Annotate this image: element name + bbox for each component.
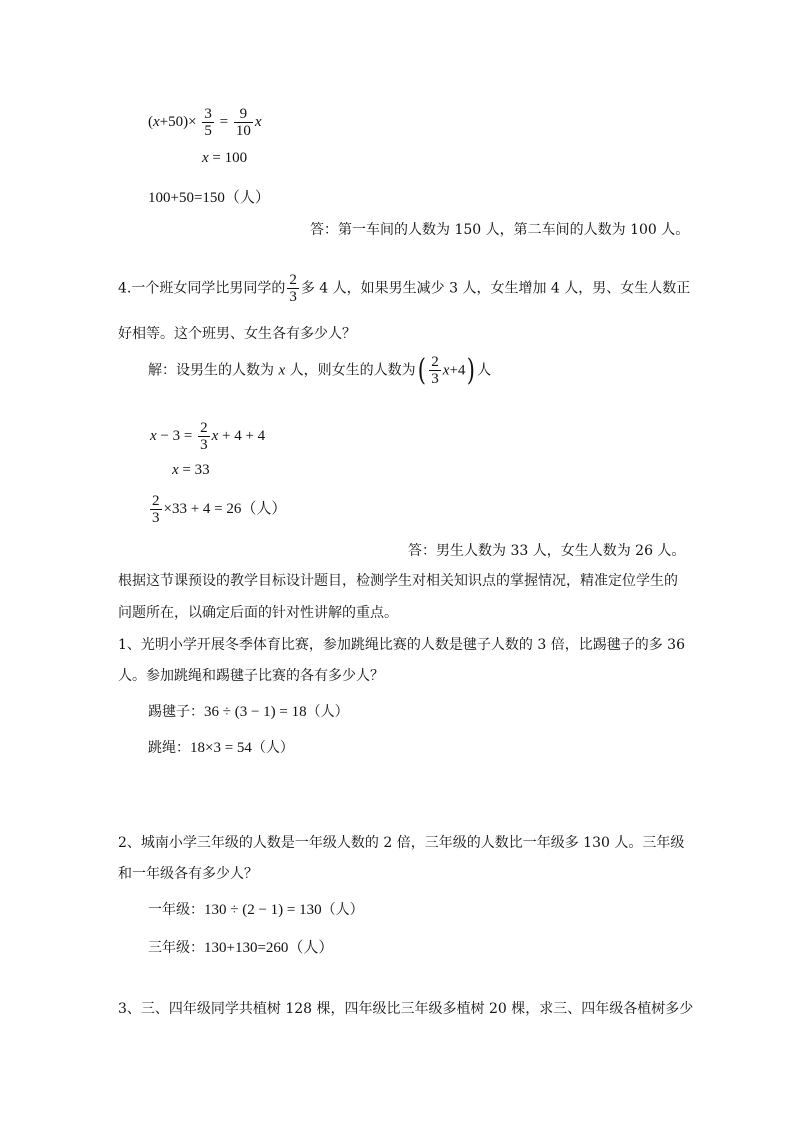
intro-line-1: 根据这节课预设的教学目标设计题目，检测学生对相关知识点的掌握情况，精准定位学生的: [118, 573, 678, 589]
question-1-line-2: 人。参加跳绳和踢毽子比赛的各有多少人？: [118, 668, 384, 684]
question-1-line-1: 1、光明小学开展冬季体育比赛，参加跳绳比赛的人数是毽子人数的 3 倍，比踢毽子的多 36: [118, 637, 685, 653]
fraction: $\frac{2}{3}$: [289, 272, 297, 305]
calculation-line: $\frac{2}{3}$ ×33 + 4 = 26（人）: [152, 493, 287, 526]
fraction: $\frac{2}{3}$: [152, 493, 160, 526]
question-3-line-1: 3、三、四年级同学共植树 128 棵，四年级比三年级多植树 20 棵，求三、四年级各植树多少: [118, 1001, 694, 1017]
variable: x: [153, 113, 160, 130]
question-1-step-2: 跳绳：18×3 = 54（人）: [148, 740, 294, 756]
equation-line: x = 100: [202, 150, 248, 166]
answer-line: 答：男生人数为 33 人，女生人数为 26 人。: [408, 543, 686, 559]
equation-line: x − 3 = $\frac{2}{3}$ x + 4 + 4: [150, 420, 266, 453]
equation-line: x = 33: [172, 462, 210, 478]
equals-sign: =: [219, 113, 229, 130]
problem-4-line-2: 好相等。这个班男、女生各有多少人？: [118, 326, 356, 342]
paren: (: [148, 113, 153, 130]
fraction: $\frac{3}{5}$: [204, 106, 212, 139]
question-2-step-1: 一年级：130 ÷ (2 − 1) = 130（人）: [148, 902, 364, 918]
fraction: $\frac{2}{3}$: [200, 420, 208, 453]
problem-4-line-1: 4.一个班女同学比男同学的 $\frac{2}{3}$ 多 4 人，如果男生减少 3 人，女生增加 4 人，男、女生人数正: [118, 272, 691, 305]
solution-setup: 解：设男生的人数为 x 人，则女生的人数为( $\frac{2}{3}$ x+4) 人: [148, 352, 492, 388]
variable: x: [254, 113, 262, 130]
equation-text: +50)×: [159, 113, 197, 130]
answer-line: 答：第一车间的人数为 150 人，第二车间的人数为 100 人。: [310, 222, 690, 238]
fraction: $\frac{2}{3}$: [431, 354, 439, 387]
question-2-line-2: 和一年级各有多少人？: [118, 866, 258, 882]
equation-line: [148, 106, 261, 139]
question-2-line-1: 2、城南小学三年级的人数是一年级人数的 2 倍，三年级的人数比一年级多 130 人。三年级: [118, 835, 685, 851]
question-1-step-1: 踢毽子：36 ÷ (3 − 1) = 18（人）: [148, 704, 349, 720]
question-2-step-2: 三年级：130+130=260（人）: [148, 940, 334, 956]
intro-line-2: 问题所在，以确定后面的针对性讲解的重点。: [118, 605, 398, 621]
calculation-line: 100+50=150（人）: [148, 190, 270, 206]
fraction: $\frac{9}{10}$: [235, 106, 251, 139]
